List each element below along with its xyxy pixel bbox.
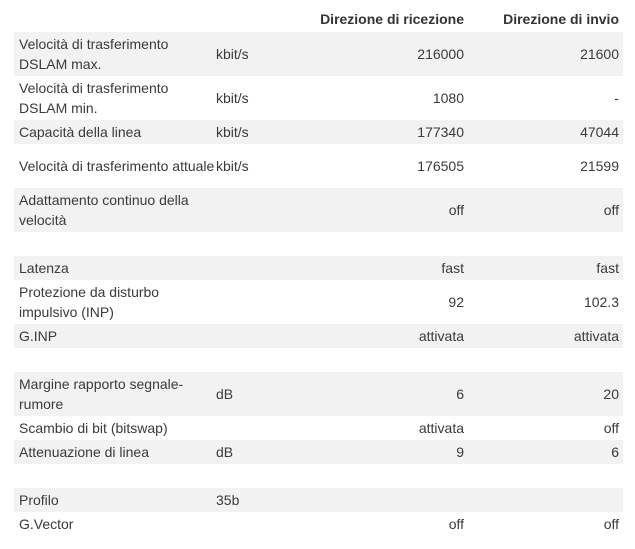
row-send-value: off [603, 516, 619, 532]
row-unit: kbit/s [216, 90, 249, 106]
row-receive-value: attivata [418, 420, 464, 436]
row-receive-value: 1080 [432, 90, 464, 106]
row-unit: kbit/s [216, 46, 249, 62]
row-receive-value: off [448, 516, 464, 532]
row-label: Margine rapporto segnale-rumore [19, 376, 184, 412]
row-label: Scambio di bit (bitswap) [19, 420, 168, 436]
row-receive-value: attivata [418, 328, 464, 344]
row-label: Protezione da disturbo impulsivo (INP) [19, 284, 160, 320]
row-unit: dB [216, 386, 234, 402]
header-send-direction: Direzione di invio [503, 10, 619, 27]
row-label: Velocità di trasferimento attuale [19, 158, 215, 174]
row-label: G.Vector [19, 516, 74, 532]
row-send-value: - [614, 90, 619, 106]
row-label: Velocità di trasferimento DSLAM max. [19, 36, 169, 72]
spacer-row [14, 348, 623, 372]
row-receive-value: fast [441, 260, 464, 276]
row-unit: dB [216, 444, 234, 460]
row-send-value: 21599 [580, 158, 619, 174]
row-label: Attenuazione di linea [19, 444, 149, 460]
table-row [14, 76, 623, 120]
table-row [14, 256, 623, 280]
row-label: Adattamento continuo della velocità [19, 192, 189, 228]
spacer-row [14, 464, 623, 488]
row-label: Latenza [19, 260, 69, 276]
spacer-row [14, 232, 623, 256]
row-label: Profilo [19, 492, 59, 508]
row-label: Capacità della linea [19, 124, 142, 140]
row-send-value: 6 [611, 444, 619, 460]
dsl-info-table [14, 5, 623, 536]
row-unit: kbit/s [216, 124, 249, 140]
row-label: G.INP [19, 328, 58, 344]
row-send-value: 20 [603, 386, 619, 402]
row-receive-value: 6 [456, 386, 464, 402]
table-row [14, 280, 623, 324]
row-send-value: off [603, 420, 619, 436]
row-unit: 35b [216, 492, 240, 508]
row-send-value: 47044 [580, 124, 619, 140]
table-row [14, 512, 623, 536]
table-row [14, 440, 623, 464]
table-row [14, 488, 623, 512]
row-receive-value: 9 [456, 444, 464, 460]
table-header [14, 5, 623, 32]
table-row [14, 32, 623, 76]
row-send-value: 102.3 [583, 294, 619, 310]
row-receive-value: 216000 [417, 46, 464, 62]
row-label: Velocità di trasferimento DSLAM min. [19, 80, 169, 116]
table-row [14, 372, 623, 416]
row-receive-value: off [448, 202, 464, 218]
table-row [14, 416, 623, 440]
row-send-value: 21600 [580, 46, 619, 62]
table-row [14, 120, 623, 144]
header-receive-direction: Direzione di ricezione [320, 10, 464, 27]
row-receive-value: 176505 [417, 158, 464, 174]
row-send-value: off [603, 202, 619, 218]
table-row [14, 188, 623, 232]
row-receive-value: 177340 [417, 124, 464, 140]
table-row [14, 144, 623, 188]
row-send-value: attivata [573, 328, 619, 344]
table-row [14, 324, 623, 348]
row-unit: kbit/s [216, 158, 249, 174]
row-send-value: fast [596, 260, 619, 276]
row-receive-value: 92 [448, 294, 464, 310]
